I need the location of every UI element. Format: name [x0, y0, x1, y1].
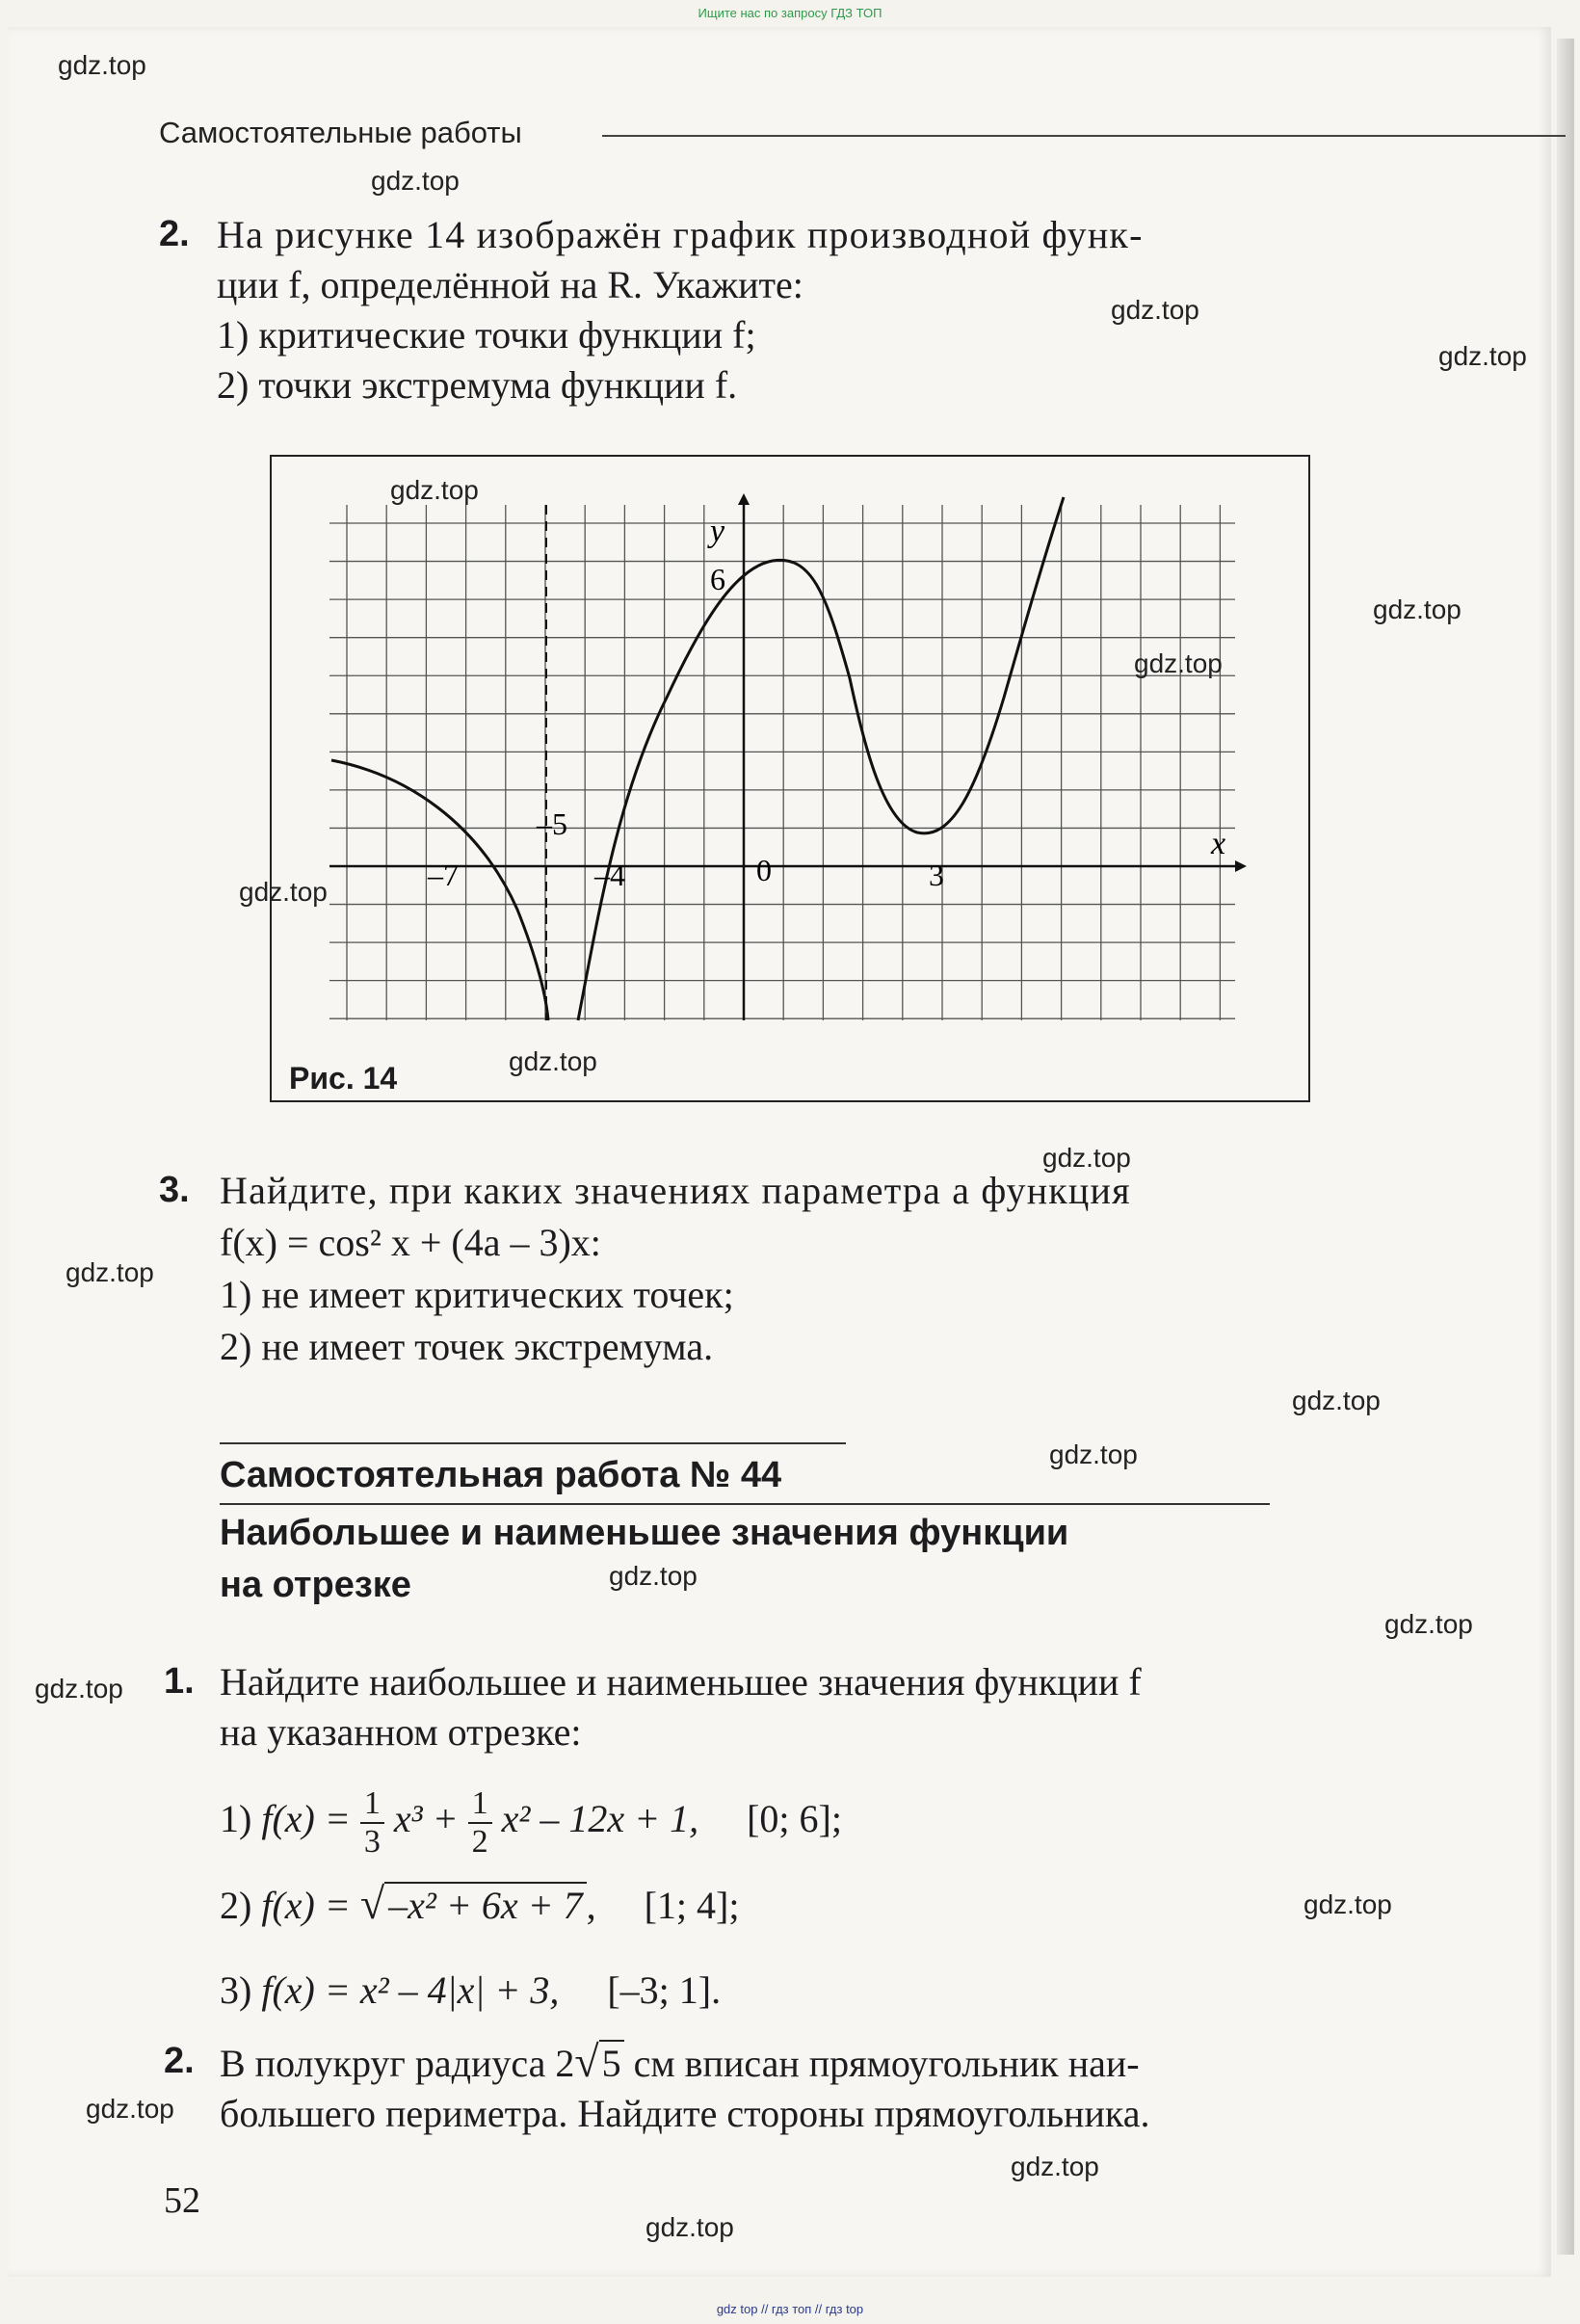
fraction-1-3	[360, 1785, 384, 1861]
watermark: gdz.top	[1134, 648, 1223, 678]
frac2-den: 2	[471, 1824, 488, 1860]
task3-number: 3.	[159, 1170, 190, 1210]
task2-number: 2.	[159, 214, 190, 254]
item1-mid: x³ +	[393, 1797, 468, 1841]
s44-task1-line2: на указанном отрезке:	[220, 1710, 582, 1754]
item1-label: 1)	[220, 1797, 252, 1841]
axis-y-label: y	[710, 514, 725, 549]
task2-line2: ции f, определённой на R. Укажите:	[217, 263, 803, 306]
item1-tail: x² – 12x + 1,	[501, 1797, 699, 1841]
item3-formula: f(x) = x² – 4|x| + 3,	[261, 1968, 560, 2012]
watermark: gdz.top	[1111, 295, 1199, 325]
s44-task2-line2: большего периметра. Найдите стороны прямоугольника.	[220, 2092, 1150, 2135]
header-rule	[602, 135, 1566, 137]
task2-line3: 1) критические точки функции f;	[217, 313, 756, 357]
task2-line1: На рисунке 14 изображён график производной функ-	[217, 213, 1144, 256]
header-title: Самостоятельные работы	[159, 116, 522, 149]
y-axis-arrow-icon	[738, 493, 750, 505]
watermark: gdz.top	[58, 50, 146, 80]
label-origin: 0	[756, 853, 772, 887]
section-top-rule	[220, 1442, 846, 1444]
item1-prefix: f(x) =	[261, 1797, 360, 1841]
task3-line4: 2) не имеет точек экстремума.	[220, 1325, 714, 1368]
label-x-minus4: –4	[594, 858, 625, 892]
label-x-minus7: –7	[428, 858, 459, 892]
task2-line1-b: см вписан прямоугольник наи-	[623, 2042, 1140, 2085]
watermark: gdz.top	[1304, 1889, 1392, 1919]
sqrt-sign-icon-2: √	[574, 2037, 599, 2086]
watermark: gdz.top	[1049, 1439, 1138, 1469]
fraction-1-2	[468, 1785, 492, 1861]
s44-item2	[220, 1879, 739, 1931]
watermark: gdz.top	[1292, 1386, 1381, 1415]
page-edge-shadow	[1557, 39, 1574, 2255]
frac2-num: 1	[468, 1785, 492, 1824]
item2-radicand: –x² + 6x + 7	[384, 1882, 586, 1927]
task3-line1: Найдите, при каких значениях параметра a функция	[220, 1169, 1131, 1212]
running-header	[159, 116, 1411, 154]
s44-task1-number: 1.	[164, 1661, 195, 1702]
figure-caption: Рис. 14	[289, 1061, 398, 1096]
axis-x-label: x	[1211, 826, 1226, 861]
label-x3: 3	[929, 858, 944, 892]
s44-task2-number: 2.	[164, 2041, 195, 2081]
task2-line4: 2) точки экстремума функции f.	[217, 363, 738, 407]
figure-14	[270, 455, 1310, 1102]
section-subtitle-line1: Наибольшее и наименьшее значения функции	[220, 1513, 1069, 1553]
watermark: gdz.top	[66, 1257, 154, 1287]
watermark: gdz.top	[509, 1046, 597, 1076]
task2-sqrt: 5	[599, 2040, 624, 2085]
watermark: gdz.top	[1384, 1609, 1473, 1639]
frac1-den: 3	[363, 1824, 381, 1860]
watermark: gdz.top	[35, 1674, 123, 1703]
label-y6: 6	[710, 562, 725, 596]
item2-tail: ,	[586, 1884, 596, 1927]
bottom-link[interactable]: gdz top // гдз топ // гдз top	[716, 2302, 864, 2316]
section-title: Самостоятельная работа № 44	[220, 1455, 782, 1495]
item1-interval: [0; 6];	[747, 1797, 842, 1841]
item2-interval: [1; 4];	[644, 1884, 740, 1927]
watermark: gdz.top	[371, 166, 460, 196]
watermark: gdz.top	[1373, 594, 1462, 624]
watermark: gdz.top	[609, 1561, 698, 1591]
task3-line2: f(x) = cos² x + (4a – 3)x:	[220, 1221, 601, 1264]
watermark: gdz.top	[239, 877, 328, 907]
page-number: 52	[164, 2180, 200, 2221]
section-mid-rule	[220, 1503, 1270, 1505]
item3-interval: [–3; 1].	[607, 1968, 722, 2012]
watermark: gdz.top	[86, 2094, 174, 2124]
watermark: gdz.top	[1042, 1143, 1131, 1173]
watermark: gdz.top	[645, 2212, 734, 2242]
top-search-link[interactable]: Ищите нас по запросу ГДЗ ТОП	[698, 6, 882, 20]
item2-label: 2)	[220, 1884, 252, 1927]
item2-prefix: f(x) =	[261, 1884, 360, 1927]
graph-grid	[329, 505, 1235, 1020]
x-axis-arrow-icon	[1235, 860, 1247, 872]
watermark: gdz.top	[1011, 2152, 1099, 2181]
label-y-minus5: –5	[537, 806, 567, 841]
sqrt-sign-icon: √	[359, 1879, 385, 1928]
section-subtitle-line2: на отрезке	[220, 1565, 411, 1605]
derivative-graph	[272, 457, 1308, 1100]
item3-label: 3)	[220, 1968, 252, 2012]
task3-line3: 1) не имеет критических точек;	[220, 1273, 734, 1316]
s44-task1-line1: Найдите наибольшее и наименьшее значения функции f	[220, 1660, 1142, 1703]
task2-line1-a: В полукруг радиуса 2	[220, 2042, 575, 2085]
s44-item1	[220, 1785, 842, 1861]
watermark: gdz.top	[1438, 341, 1527, 371]
s44-task2-line1	[220, 2037, 1140, 2089]
s44-item3	[220, 1966, 721, 2016]
watermark: gdz.top	[390, 475, 479, 505]
frac1-num: 1	[360, 1785, 384, 1824]
